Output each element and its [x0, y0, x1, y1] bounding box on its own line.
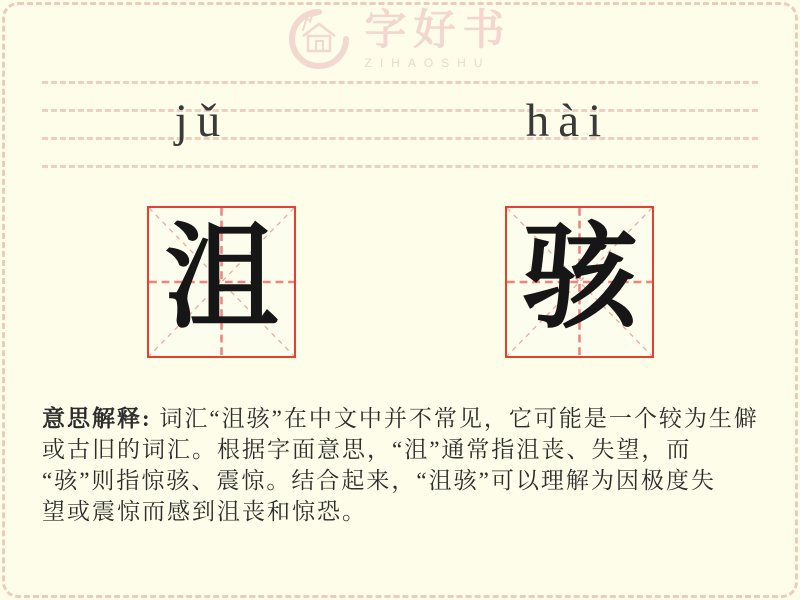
definition-paragraph [42, 403, 762, 527]
logo-name: 字好书 [364, 8, 512, 54]
pinyin-guide-line [42, 81, 758, 84]
character-box-first [147, 206, 296, 358]
definition-label: 意思解释: [42, 406, 152, 431]
pinyin-guide-line [42, 137, 758, 140]
character-box-second [505, 206, 654, 358]
definition-line: “骇”则指惊骇、震惊。结合起来，“沮骇”可以理解为因极度失 [42, 468, 716, 493]
definition-line: 或古旧的词汇。根据字面意思，“沮”通常指沮丧、失望，而 [42, 437, 692, 462]
logo [0, 8, 800, 70]
logo-subtitle: ZIHAOSHU [364, 56, 491, 71]
pinyin-first: jǔ [174, 95, 230, 147]
character-first: 沮 [164, 215, 279, 342]
character-second: 骇 [522, 215, 637, 342]
definition-line: 望或震惊而感到沮丧和惊恐。 [42, 499, 367, 524]
definition-line: 词汇“沮骇”在中文中并不常见，它可能是一个较为生僻 [159, 406, 759, 431]
pinyin-guide-line [42, 109, 758, 112]
pinyin-guide-line [42, 165, 758, 168]
pinyin-second: hài [525, 95, 611, 147]
crescent-house-logo-icon [288, 8, 350, 70]
pinyin-guide-lines [42, 81, 758, 167]
